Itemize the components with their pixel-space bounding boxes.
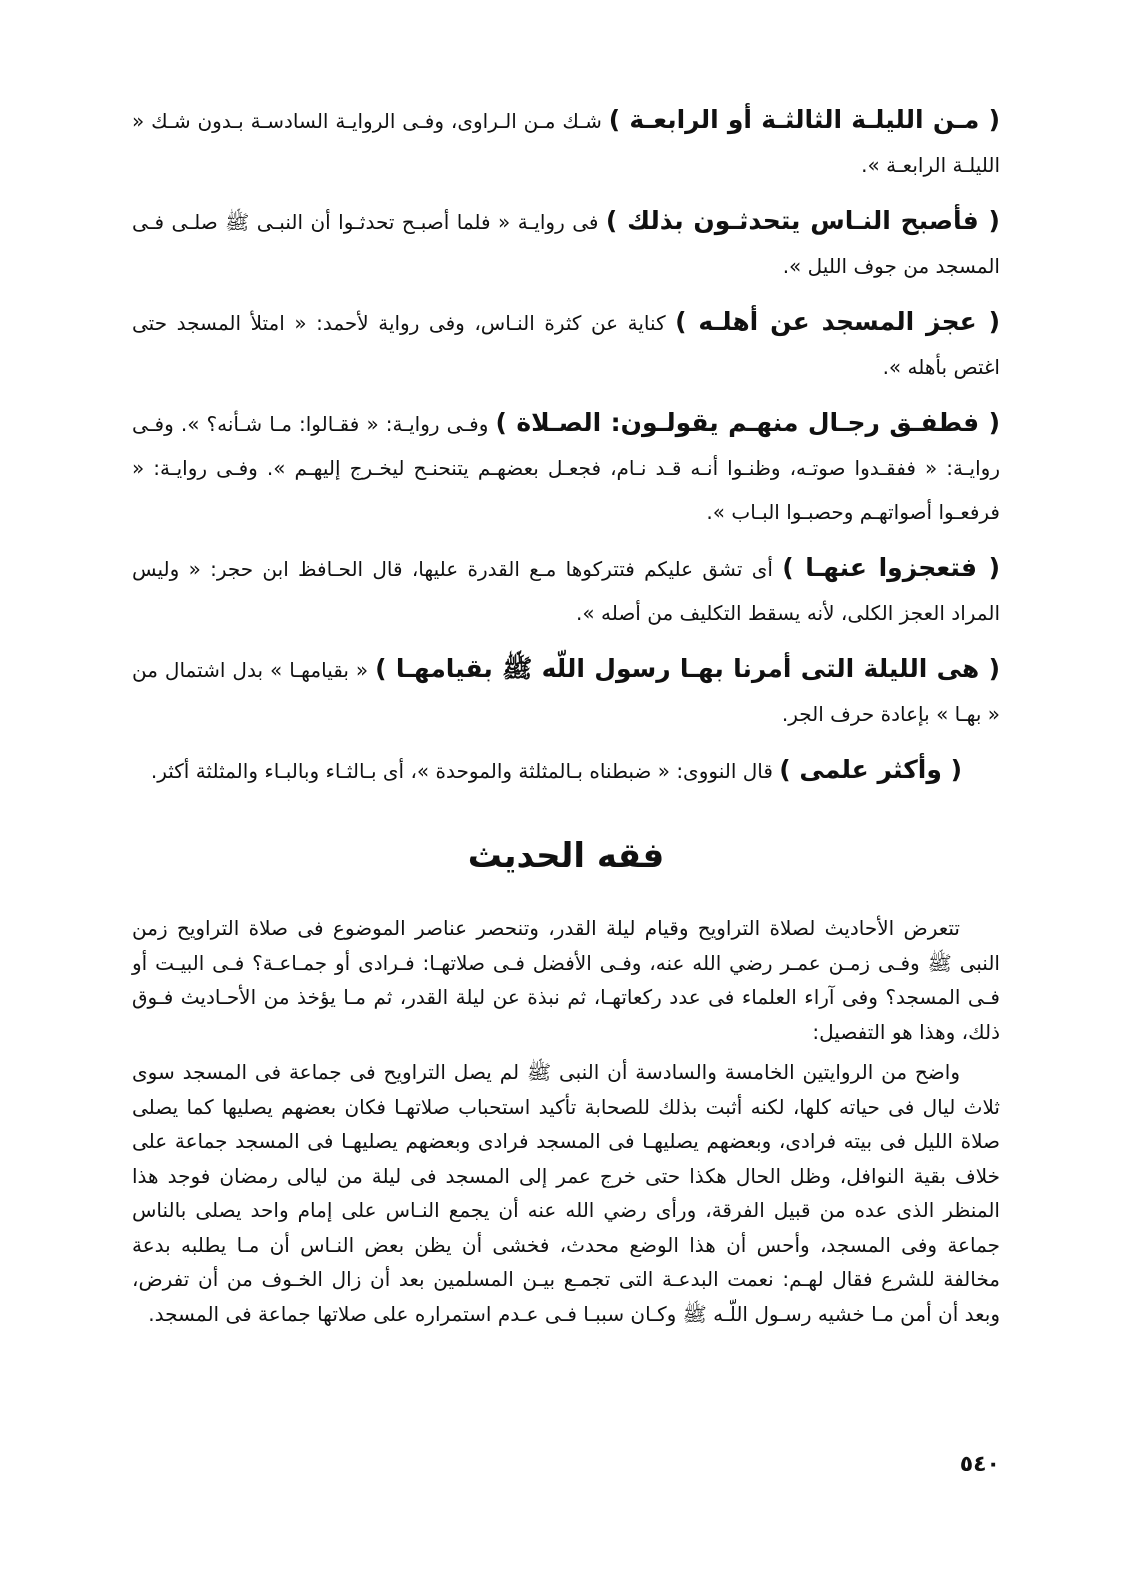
entry-term: ( فطفـق رجـال منهـم يقولـون: الصـلاة ) <box>495 408 1000 437</box>
entry-3 <box>132 300 1000 389</box>
entry-term: ( عجز المسجد عن أهلـه ) <box>675 307 1001 336</box>
entry-5 <box>132 546 1000 635</box>
entry-2 <box>132 199 1000 288</box>
entry-7 <box>132 748 1000 793</box>
page-number: ٥٤٠ <box>959 1452 1000 1477</box>
entry-term: ( وأكثر علمى ) <box>779 755 962 784</box>
entry-term: ( مـن الليلـة الثالثـة أو الرابعـة ) <box>608 105 1000 134</box>
entry-term: ( فتعجزوا عنهـا ) <box>782 553 1001 582</box>
entry-6 <box>132 647 1000 736</box>
entry-text: وفـى روايـة: « فقـالوا: مـا شـأنه؟ ». وفـى روايـة: « ففقـدوا صوتـه، وظنـوا أنـه قـد نـام، فجعـل بعضهـم يتنحنـح ليخـرج إليهـم ». وفـى روايـة: « فرفعـوا أصواتهـم وحصبـوا البـاب ». <box>132 412 1000 524</box>
body-paragraph: واضح من الروايتين الخامسة والسادسة أن النبى ﷺ لم يصل التراويح فى جماعة فى المسجد سوى ثلاث ليال فى حياته كلها، لكنه أثبت بذلك للصحابة تأكيد استحباب صلاتهـا فكان بعضهم يصليها كما يصلى صلاة الليل فى بيته فرادى، وبعضهم يصليهـا فى المسجد فرادى وبعضهم يصليهـا فى المسجد جماعة على خلاف بقية النوافل، وظل الحال هكذا حتى خرج عمر إلى المسجد فى ليلة من ليالى رمضان فوجد هذا المنظر الذى عده من قبيل الفرقة، ورأى رضي الله عنه أن يجمع النـاس على إمام واحد يصلى بالناس جماعة وفى المسجد، وأحس أن هذا الوضع محدث، فخشى أن يظن بعض النـاس أن مـا يطلبه بدعة مخالفة للشرع فقال لهـم: نعمت البدعـة التى تجمـع بيـن المسلمين بعد أن زال الخـوف من أن تفرض، وبعد أن أمن مـا خشيه رسـول اللّـه ﷺ وكـان سببـا فـى عـدم استمراره على صلاتها جماعة فى المسجد. <box>132 1060 1000 1326</box>
body-paragraph: تتعرض الأحاديث لصلاة التراويح وقيام ليلة القدر، وتنحصر عناصر الموضوع فى صلاة التراويح زمن النبى ﷺ وفـى زمـن عمـر رضي الله عنه، وفـى الأفضل فـى صلاتهـا: فـرادى أو جمـاعـة؟ فـى البيـت أو فـى المسجد؟ وفى آراء العلماء فى عدد ركعاتهـا، ثم نبذة عن ليلة القدر، ثم مـا يؤخذ من الأحـاديث فـوق ذلك، وهذا هو التفصيل: <box>132 916 1000 1044</box>
entry-1 <box>132 98 1000 187</box>
entry-term: ( هى الليلة التى أمرنا بهـا رسول اللّه ﷺ بقيامهـا ) <box>375 654 1000 683</box>
entry-term: ( فأصبح النـاس يتحدثـون بذلك ) <box>605 206 1000 235</box>
entry-text: فى روايـة « فلما أصبـح تحدثـوا أن النبـى ﷺ صلـى فـى المسجد من جوف الليل ». <box>132 210 1000 278</box>
entry-text: « بقيامهـا » بدل اشتمال من « بهـا » بإعادة حرف الجر. <box>132 658 1000 726</box>
entry-text: كناية عن كثرة النـاس، وفى رواية لأحمد: « امتلأ المسجد حتى اغتص بأهله ». <box>132 311 1000 379</box>
entry-text: أى تشق عليكم فتتركوها مـع القدرة عليها، قال الحـافظ ابن حجر: « وليس المراد العجز الكلى، لأنه يسقط التكليف من أصله ». <box>132 557 1000 625</box>
entry-4 <box>132 401 1000 534</box>
page-content <box>132 98 1000 1337</box>
section-title: فقه الحديث <box>467 836 665 876</box>
entry-text: قال النووى: « ضبطناه بـالمثلثة والموحدة »، أى بـالثـاء وبالبـاء والمثلثة أكثر. <box>150 759 780 783</box>
entry-text: شـك مـن الـراوى، وفـى الروايـة السادسـة بـدون شـك « الليلـة الرابعـة ». <box>132 109 1000 177</box>
